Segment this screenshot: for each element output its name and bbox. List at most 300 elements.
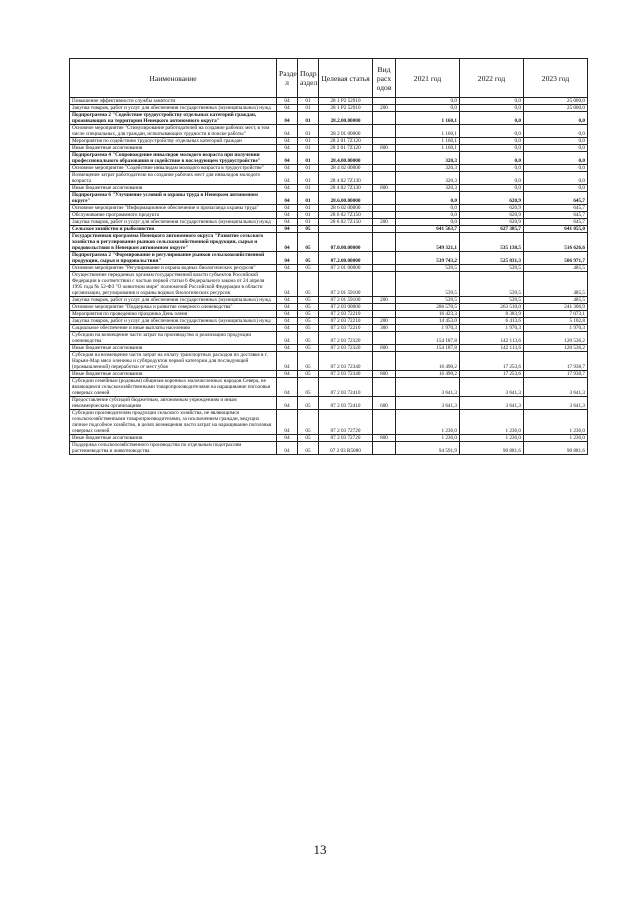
row-amount-2023: 120 536,2: [524, 345, 588, 352]
row-target-article: 28 1 P2 52910: [319, 105, 373, 112]
row-section: 04: [277, 172, 298, 185]
row-expense-type: [373, 112, 396, 125]
row-amount-2022: 0,0: [460, 112, 524, 125]
row-amount-2023: 120 536,2: [524, 332, 588, 345]
row-amount-2021: 16 423,3: [396, 311, 460, 318]
row-target-article: 07 2 01 59100: [319, 272, 373, 297]
row-section: 04: [277, 105, 298, 112]
row-name: Субсидии семейным (родовым) общинам коренных малочисленных народов Севера, не являющимся сельскохозяйственными товаропроизводителями на наращивание поголовья северных оленей: [70, 378, 277, 397]
row-name: Обслуживание программного продукта: [70, 212, 277, 219]
row-target-article: 07 2 03 72320: [319, 345, 373, 352]
row-amount-2022: 142 113,6: [460, 345, 524, 352]
row-expense-type: [373, 442, 396, 455]
row-target-article: 07 2 01 00000: [319, 265, 373, 272]
row-name: Мероприятия по содействию трудоустройству отдельных категорий граждан: [70, 138, 277, 145]
table-row: [70, 105, 588, 112]
row-section: 04: [277, 345, 298, 352]
row-amount-2021: 320,3: [396, 165, 460, 172]
row-target-article: 28.6.00.00000: [319, 192, 373, 205]
row-expense-type: [373, 98, 396, 105]
row-subsection: 01: [298, 138, 319, 145]
row-amount-2021: 539 743,2: [396, 252, 460, 265]
row-subsection: 01: [298, 105, 319, 112]
row-amount-2023: 485,5: [524, 297, 588, 304]
row-amount-2023: 1 236,0: [524, 410, 588, 435]
header-section: Разде л: [277, 59, 298, 98]
row-name: Подпрограмма 2 "Формирование и регулирование рынков сельскохозяйственной продукции, сырья и продовольствия": [70, 252, 277, 265]
row-amount-2023: 0,0: [524, 112, 588, 125]
row-expense-type: [373, 304, 396, 311]
row-amount-2023: 0,0: [524, 145, 588, 152]
row-expense-type: [373, 272, 396, 297]
row-expense-type: [373, 205, 396, 212]
row-amount-2022: 620,9: [460, 192, 524, 205]
row-name: Закупка товаров, работ и услуг для обеспечения государственных (муниципальных) нужд: [70, 219, 277, 226]
row-subsection: 05: [298, 352, 319, 371]
row-amount-2022: 8 383,9: [460, 311, 524, 318]
row-amount-2021: 154 187,8: [396, 345, 460, 352]
row-target-article: 07 2 03 72720: [319, 410, 373, 435]
table-row: [70, 442, 588, 455]
row-name: Иные бюджетные ассигнования: [70, 345, 277, 352]
row-amount-2022: 17 253,6: [460, 352, 524, 371]
row-target-article: 07 2 03 72410: [319, 397, 373, 410]
row-subsection: 05: [298, 378, 319, 397]
row-amount-2023: 25 000,0: [524, 98, 588, 105]
row-amount-2022: 525 831,3: [460, 252, 524, 265]
row-section: 04: [277, 265, 298, 272]
row-amount-2021: 0,0: [396, 219, 460, 226]
page-number: 13: [313, 842, 327, 857]
row-amount-2022: 90 881,6: [460, 442, 524, 455]
row-section: 04: [277, 435, 298, 442]
row-section: 04: [277, 252, 298, 265]
row-name: Подпрограмма 6 "Улучшение условий и охраны труда в Ненецком автономном округе": [70, 192, 277, 205]
row-expense-type: [373, 226, 396, 233]
row-subsection: 01: [298, 212, 319, 219]
row-expense-type: 200: [373, 105, 396, 112]
row-amount-2022: 6 413,6: [460, 318, 524, 325]
row-amount-2023: 7 073,1: [524, 311, 588, 318]
row-amount-2022: 263 510,0: [460, 304, 524, 311]
row-amount-2022: 3 641,3: [460, 397, 524, 410]
row-name: Иные бюджетные ассигнования: [70, 371, 277, 378]
row-name: Основное мероприятие "Поддержка и развитие северного оленеводства": [70, 304, 277, 311]
row-amount-2022: 627 385,7: [460, 226, 524, 233]
row-expense-type: [373, 138, 396, 145]
header-target-article: Целевая статья: [319, 59, 373, 98]
row-section: 04: [277, 125, 298, 138]
row-target-article: 07 2 03 72340: [319, 371, 373, 378]
row-section: 04: [277, 397, 298, 410]
row-expense-type: [373, 172, 396, 185]
row-amount-2021: 0,0: [396, 205, 460, 212]
row-amount-2023: 641 055,0: [524, 226, 588, 233]
row-amount-2021: 549 321,1: [396, 233, 460, 252]
row-section: 04: [277, 371, 298, 378]
table-row: [70, 212, 588, 219]
row-subsection: 01: [298, 152, 319, 165]
row-expense-type: [373, 332, 396, 345]
row-subsection: 05: [298, 318, 319, 325]
row-target-article: 07 2 03 72210: [319, 318, 373, 325]
table-row: [70, 325, 588, 332]
row-expense-type: [373, 212, 396, 219]
row-target-article: 28 1 P2 52910: [319, 98, 373, 105]
row-expense-type: [373, 125, 396, 138]
row-name: Подпрограмма 2 "Содействие трудоустройству отдельных категорий граждан, проживающих на территории Ненецкого автономного округа": [70, 112, 277, 125]
row-name: Субсидии на возмещение части затрат на производство и реализацию продукции оленеводства: [70, 332, 277, 345]
row-amount-2021: 286 570,5: [396, 304, 460, 311]
table-row: [70, 435, 588, 442]
row-amount-2021: 3 641,3: [396, 378, 460, 397]
row-target-article: 07 2 03 72210: [319, 325, 373, 332]
row-amount-2023: 3 641,3: [524, 397, 588, 410]
table-row: [70, 332, 588, 345]
row-section: 04: [277, 145, 298, 152]
row-expense-type: 200: [373, 297, 396, 304]
row-section: 04: [277, 311, 298, 318]
row-target-article: 07 2 03 72320: [319, 332, 373, 345]
header-year-2022: 2022 год: [460, 59, 524, 98]
row-name: Социальное обеспечение и иные выплаты населению: [70, 325, 277, 332]
row-section: 04: [277, 297, 298, 304]
row-amount-2022: 0,0: [460, 138, 524, 145]
table-row: [70, 297, 588, 304]
row-section: 04: [277, 152, 298, 165]
table-row: [70, 371, 588, 378]
row-target-article: 07 2 01 59100: [319, 297, 373, 304]
row-target-article: 28.4.00.00000: [319, 152, 373, 165]
row-amount-2022: 620,9: [460, 205, 524, 212]
row-amount-2021: 1 160,1: [396, 112, 460, 125]
row-section: 04: [277, 226, 298, 233]
row-target-article: 28 2 01 00000: [319, 125, 373, 138]
table-row: [70, 410, 588, 435]
row-expense-type: 300: [373, 325, 396, 332]
table-row: [70, 252, 588, 265]
row-section: 04: [277, 212, 298, 219]
row-subsection: 05: [298, 304, 319, 311]
row-amount-2022: 620,9: [460, 219, 524, 226]
header-year-2021: 2021 год: [396, 59, 460, 98]
row-name: Осуществление переданных органам государственной власти субъектов Российской Федерации в соответствии с частью первой статьи 6 Федерального закона от 24 апреля 1995 года № 52-ФЗ "О животном мире" полномочий Российской Федерации в области организации, регулирования и охраны водных биологических ресурсов: [70, 272, 277, 297]
row-amount-2021: 1 970,3: [396, 325, 460, 332]
header-year-2023: 2023 год: [524, 59, 588, 98]
table-row: [70, 152, 588, 165]
budget-table: [69, 58, 588, 455]
row-amount-2021: 320,3: [396, 152, 460, 165]
row-name: Государственная программа Ненецкого автономного округа "Развитие сельского хозяйства и регулирование рынков сельскохозяйственной продукции, сырья и продовольствия в Ненецком автономном округе": [70, 233, 277, 252]
row-expense-type: [373, 311, 396, 318]
row-amount-2023: 645,7: [524, 219, 588, 226]
header-expense-type: Вид расх одов: [373, 59, 396, 98]
row-amount-2022: 0,0: [460, 98, 524, 105]
row-expense-type: 200: [373, 219, 396, 226]
row-name: Закупка товаров, работ и услуг для обеспечения государственных (муниципальных) нужд: [70, 105, 277, 112]
row-expense-type: [373, 165, 396, 172]
row-amount-2022: 0,0: [460, 172, 524, 185]
row-name: Основное мероприятие "Стимулирование работодателей на создание рабочих мест, в том числе специальных, для граждан, испытывающих трудности в поиске работы": [70, 125, 277, 138]
row-amount-2021: 0,0: [396, 212, 460, 219]
table-row: [70, 311, 588, 318]
table-row: [70, 219, 588, 226]
row-amount-2023: 3 641,3: [524, 378, 588, 397]
row-expense-type: [373, 252, 396, 265]
row-amount-2021: 94 591,9: [396, 442, 460, 455]
row-section: 04: [277, 332, 298, 345]
row-subsection: 01: [298, 98, 319, 105]
row-target-article: 07 2 03 R5080: [319, 442, 373, 455]
row-subsection: 05: [298, 272, 319, 297]
row-amount-2023: 0,0: [524, 138, 588, 145]
row-subsection: 05: [298, 297, 319, 304]
row-target-article: [319, 226, 373, 233]
row-expense-type: [373, 233, 396, 252]
row-amount-2023: 645,7: [524, 192, 588, 205]
row-target-article: 28.2.00.00000: [319, 112, 373, 125]
row-amount-2022: 0,0: [460, 125, 524, 138]
row-subsection: 01: [298, 219, 319, 226]
row-target-article: 07 2 03 72210: [319, 311, 373, 318]
row-target-article: 07.2.00.00000: [319, 252, 373, 265]
header-name: Наименование: [70, 59, 277, 98]
row-name: Предоставление субсидий бюджетным, автономным учреждениям и иным некоммерческим организациям: [70, 397, 277, 410]
row-expense-type: [373, 378, 396, 397]
row-subsection: 05: [298, 265, 319, 272]
row-target-article: 07 2 03 72340: [319, 352, 373, 371]
row-name: Основное мероприятие "Информационное обеспечение и пропаганда охраны труда": [70, 205, 277, 212]
row-amount-2021: 539,5: [396, 297, 460, 304]
row-name: Основное мероприятие "Содействие инвалидам молодого возраста в трудоустройстве": [70, 165, 277, 172]
row-target-article: 07 2 03 00000: [319, 304, 373, 311]
table-header-row: [70, 59, 588, 98]
row-amount-2021: 0,0: [396, 105, 460, 112]
row-subsection: 05: [298, 435, 319, 442]
row-amount-2023: 0,0: [524, 172, 588, 185]
row-amount-2023: 645,7: [524, 212, 588, 219]
row-amount-2021: 16 490,2: [396, 352, 460, 371]
row-amount-2022: 17 253,6: [460, 371, 524, 378]
row-name: Мероприятия по проведению праздника День оленя: [70, 311, 277, 318]
row-section: 04: [277, 272, 298, 297]
row-subsection: 05: [298, 345, 319, 352]
row-subsection: 05: [298, 371, 319, 378]
row-amount-2023: 485,5: [524, 272, 588, 297]
row-amount-2022: 142 113,6: [460, 332, 524, 345]
row-amount-2023: 645,7: [524, 205, 588, 212]
row-name: Иные бюджетные ассигнования: [70, 145, 277, 152]
row-name: Сельское хозяйство и рыболовство: [70, 226, 277, 233]
row-expense-type: 600: [373, 397, 396, 410]
row-expense-type: [373, 352, 396, 371]
row-section: 04: [277, 219, 298, 226]
row-amount-2021: 0,0: [396, 98, 460, 105]
row-amount-2023: 25 000,0: [524, 105, 588, 112]
row-amount-2021: 1 236,0: [396, 410, 460, 435]
row-amount-2023: 0,0: [524, 185, 588, 192]
row-amount-2021: 16 490,2: [396, 371, 460, 378]
row-target-article: 28 4 02 00000: [319, 165, 373, 172]
header-subsection: Подр аздел: [298, 59, 319, 98]
table-row: [70, 272, 588, 297]
row-amount-2022: 0,0: [460, 165, 524, 172]
row-subsection: 05: [298, 442, 319, 455]
row-amount-2023: 5 102,8: [524, 318, 588, 325]
row-section: 04: [277, 112, 298, 125]
row-amount-2021: 320,3: [396, 185, 460, 192]
row-subsection: 05: [298, 233, 319, 252]
row-amount-2023: 241 306,9: [524, 304, 588, 311]
row-section: 04: [277, 192, 298, 205]
row-amount-2021: 1 160,1: [396, 145, 460, 152]
row-section: 04: [277, 138, 298, 145]
table-row: [70, 112, 588, 125]
row-amount-2023: 1 970,3: [524, 325, 588, 332]
row-subsection: 05: [298, 252, 319, 265]
row-name: Подпрограмма 4 "Сопровождение инвалидов молодого возраста при получении профессионального образования и содействие в последующем трудоустройстве": [70, 152, 277, 165]
table-row: [70, 165, 588, 172]
row-amount-2021: 641 563,7: [396, 226, 460, 233]
table-row: [70, 125, 588, 138]
row-target-article: 28 6 02 7Z150: [319, 219, 373, 226]
row-amount-2021: 0,0: [396, 192, 460, 205]
row-expense-type: 800: [373, 435, 396, 442]
row-amount-2022: 0,0: [460, 105, 524, 112]
table-row: [70, 138, 588, 145]
row-amount-2021: 154 187,8: [396, 332, 460, 345]
row-subsection: 01: [298, 172, 319, 185]
row-section: 04: [277, 352, 298, 371]
row-target-article: 07 2 03 72720: [319, 435, 373, 442]
row-section: 04: [277, 185, 298, 192]
row-target-article: 28 6 02 00000: [319, 205, 373, 212]
table-row: [70, 233, 588, 252]
row-amount-2021: 1 160,1: [396, 138, 460, 145]
row-expense-type: 800: [373, 145, 396, 152]
row-section: 04: [277, 442, 298, 455]
table-body: [70, 98, 588, 455]
row-subsection: 01: [298, 205, 319, 212]
row-subsection: 01: [298, 125, 319, 138]
row-target-article: 28 4 02 7Z130: [319, 172, 373, 185]
row-amount-2023: 90 881,6: [524, 442, 588, 455]
row-target-article: 28 6 02 7Z150: [319, 212, 373, 219]
row-target-article: 28 4 02 7Z130: [319, 185, 373, 192]
row-subsection: 05: [298, 226, 319, 233]
row-subsection: 01: [298, 192, 319, 205]
table-row: [70, 205, 588, 212]
row-amount-2022: 1 970,3: [460, 325, 524, 332]
row-amount-2021: 14 453,0: [396, 318, 460, 325]
row-target-article: 07.0.00.00000: [319, 233, 373, 252]
row-section: 04: [277, 410, 298, 435]
row-subsection: 05: [298, 410, 319, 435]
row-name: Субсидии производителям продукции сельского хозяйства, не являющимся сельскохозяйственными товаропроизводителями, за исключением граждан, ведущих личное подсобное хозяйство, в целях возмещения части затрат на наращивание поголовья северных оленей: [70, 410, 277, 435]
row-amount-2022: 539,5: [460, 297, 524, 304]
row-amount-2022: 535 138,5: [460, 233, 524, 252]
row-target-article: 28 2 01 7Z120: [319, 145, 373, 152]
row-section: 04: [277, 325, 298, 332]
row-name: Закупка товаров, работ и услуг для обеспечения государственных (муниципальных) нужд: [70, 297, 277, 304]
row-amount-2021: 1 236,0: [396, 435, 460, 442]
row-amount-2022: 1 236,0: [460, 410, 524, 435]
row-amount-2023: 1 236,0: [524, 435, 588, 442]
table-row: [70, 304, 588, 311]
row-amount-2021: 320,3: [396, 172, 460, 185]
row-amount-2023: 506 971,7: [524, 252, 588, 265]
table-row: [70, 265, 588, 272]
row-section: 04: [277, 205, 298, 212]
row-name: Повышение эффективности службы занятости: [70, 98, 277, 105]
row-name: Поддержка сельскохозяйственного производства по отдельным подотраслям растениеводства и животноводства: [70, 442, 277, 455]
row-section: 04: [277, 233, 298, 252]
table-row: [70, 192, 588, 205]
row-name: Иные бюджетные ассигнования: [70, 185, 277, 192]
row-amount-2023: 485,5: [524, 265, 588, 272]
row-expense-type: 800: [373, 371, 396, 378]
table-row: [70, 185, 588, 192]
row-expense-type: 800: [373, 185, 396, 192]
row-name: Возмещение затрат работодателю на создание рабочих мест для инвалидов молодого возраста: [70, 172, 277, 185]
row-expense-type: 800: [373, 345, 396, 352]
row-expense-type: [373, 192, 396, 205]
row-section: 04: [277, 165, 298, 172]
row-amount-2023: 516 626,6: [524, 233, 588, 252]
row-section: 04: [277, 378, 298, 397]
row-name: Иные бюджетные ассигнования: [70, 435, 277, 442]
row-expense-type: [373, 265, 396, 272]
row-amount-2022: 0,0: [460, 145, 524, 152]
row-amount-2022: 1 236,0: [460, 435, 524, 442]
table-row: [70, 318, 588, 325]
table-row: [70, 172, 588, 185]
row-subsection: 01: [298, 185, 319, 192]
row-amount-2023: 17 938,7: [524, 371, 588, 378]
row-amount-2022: 539,5: [460, 265, 524, 272]
table-row: [70, 145, 588, 152]
row-subsection: 01: [298, 112, 319, 125]
row-name: Основное мероприятие "Регулирование и охрана водных биологических ресурсов": [70, 265, 277, 272]
row-amount-2023: 0,0: [524, 152, 588, 165]
row-expense-type: [373, 152, 396, 165]
row-subsection: 05: [298, 332, 319, 345]
row-expense-type: 200: [373, 318, 396, 325]
row-amount-2023: 0,0: [524, 125, 588, 138]
row-name: Субсидия на возмещение части затрат на оплату транспортных расходов по доставке в г. Нарьян-Мар мясо оленины и субпродуктов первой категории для последующей (промышленной) переработки от мест убоя: [70, 352, 277, 371]
row-name: Закупка товаров, работ и услуг для обеспечения государственных (муниципальных) нужд: [70, 318, 277, 325]
table-row: [70, 345, 588, 352]
row-amount-2021: 539,5: [396, 272, 460, 297]
row-subsection: 01: [298, 165, 319, 172]
row-amount-2023: 0,0: [524, 165, 588, 172]
row-amount-2023: 17 938,7: [524, 352, 588, 371]
row-subsection: 05: [298, 397, 319, 410]
row-subsection: 05: [298, 325, 319, 332]
row-section: 04: [277, 98, 298, 105]
row-amount-2022: 620,9: [460, 212, 524, 219]
row-target-article: 28 2 01 7Z120: [319, 138, 373, 145]
row-amount-2022: 3 641,3: [460, 378, 524, 397]
row-amount-2022: 0,0: [460, 152, 524, 165]
row-amount-2021: 539,5: [396, 265, 460, 272]
table-row: [70, 352, 588, 371]
table-row: [70, 98, 588, 105]
row-section: 04: [277, 318, 298, 325]
row-section: 04: [277, 304, 298, 311]
table-row: [70, 397, 588, 410]
row-target-article: 07 2 03 72410: [319, 378, 373, 397]
